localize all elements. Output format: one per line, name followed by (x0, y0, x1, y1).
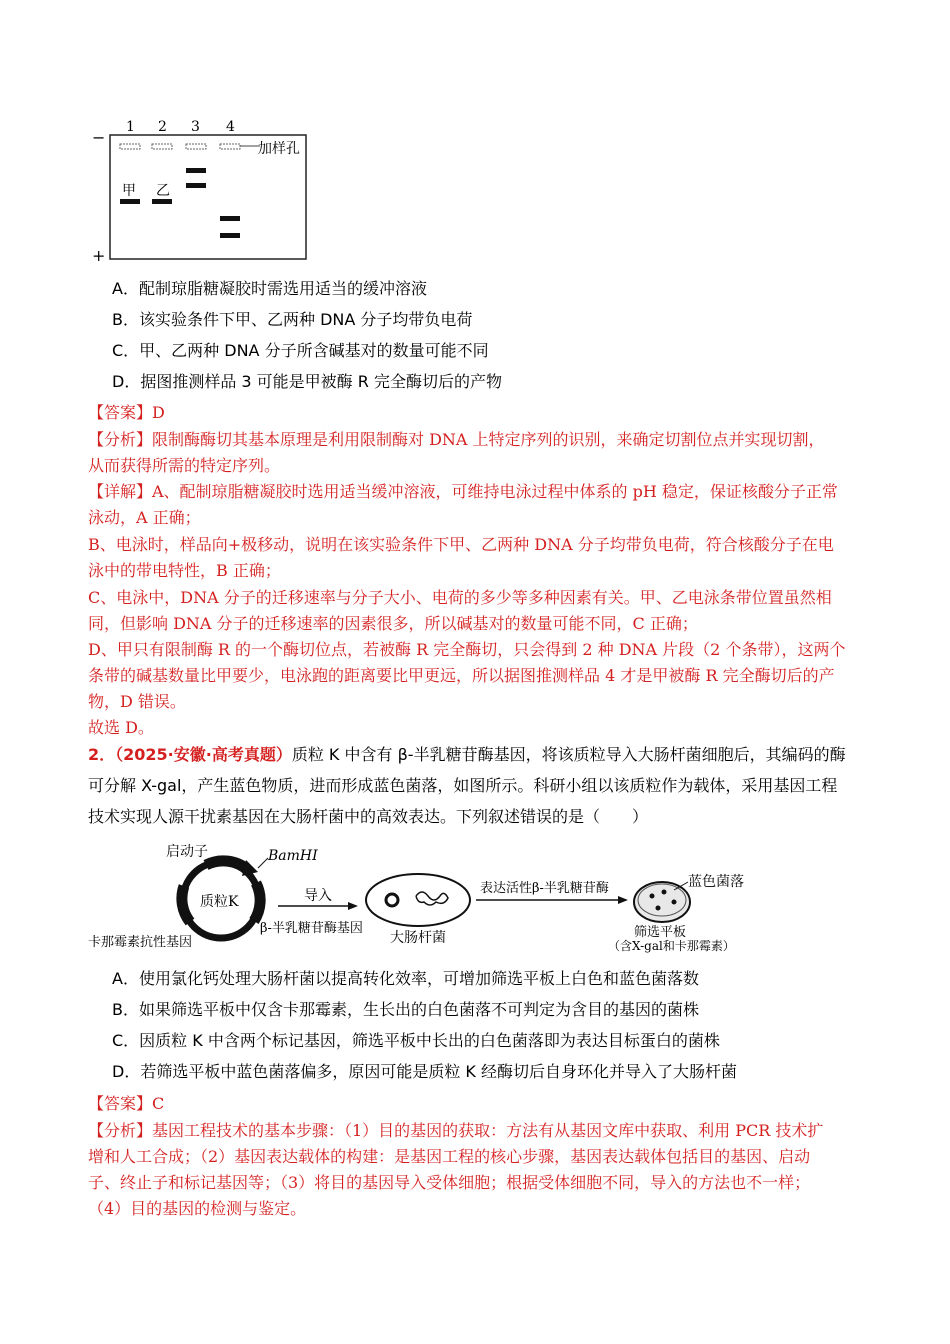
q2-number: 2． (88, 745, 116, 764)
band-lane-4-lower (220, 233, 240, 238)
band-label-yi: 乙 (156, 183, 170, 199)
colony-dot (662, 890, 667, 895)
well-3 (186, 144, 206, 149)
band-label-jia: 甲 (122, 183, 136, 199)
chromosome-icon (416, 892, 448, 905)
plasmid-in-cell-icon (386, 894, 398, 906)
import-label: 导入 (304, 888, 332, 904)
gel-minus-sign: − (92, 128, 106, 147)
colony-dot (672, 900, 677, 905)
q2-option-c: C．因质粒 K 中含两个标记基因，筛选平板中长出的白色菌落即为表达目标蛋白的菌株 (112, 1031, 720, 1050)
q1-detail-line-8: 条带的碱基数量比甲要少，电泳跑的距离要比甲更远，所以据图推测样品 4 才是甲被酶 R 完全酶切后的产 (88, 666, 835, 685)
kan-segment (182, 886, 190, 922)
q1-detail-line-4: 泳中的带电特性，B 正确； (88, 561, 281, 580)
band-lane-1 (120, 199, 140, 204)
well-1 (120, 144, 140, 149)
q2-answer: 【答案】C (88, 1094, 165, 1113)
express-arrow-icon (618, 896, 628, 904)
band-lane-2 (152, 199, 172, 204)
q1-detail-line-7: D、甲只有限制酶 R 的一个酶切位点，若被酶 R 完全酶切，只会得到 2 种 DNA 片段（2 个条带），这两个 (88, 640, 846, 659)
colony-dot (650, 894, 655, 899)
bamhi-pointer (258, 858, 268, 868)
lacz-segment (254, 883, 260, 921)
well-2 (152, 144, 172, 149)
q2-option-a: A．使用氯化钙处理大肠杆菌以提高转化效率，可增加筛选平板上白色和蓝色菌落数 (112, 969, 699, 988)
q1-conclusion: 故选 D。 (88, 718, 154, 737)
q1-option-c: C．甲、乙两种 DNA 分子所含碱基对的数量可能不同 (112, 341, 489, 360)
plate-label: 筛选平板 (634, 925, 687, 940)
q2-analysis-line-3: 子、终止子和标记基因等；（3）将目的基因导入受体细胞；根据受体细胞不同，导入的方法也不一样； (88, 1173, 811, 1192)
q1-detail-line-1: 【详解】A、配制琼脂糖凝胶时选用适当缓冲溶液，可维持电泳过程中体系的 pH 稳定，保证核酸分子正常 (88, 482, 838, 501)
q2-analysis-line-4: （4）目的基因的检测与鉴定。 (88, 1199, 307, 1218)
blue-colony-label: 蓝色菌落 (688, 874, 744, 890)
band-lane-3-lower (186, 183, 206, 188)
import-arrow-icon (348, 902, 358, 910)
q2-stem-line-2: 可分解 X-gal，产生蓝色物质，进而形成蓝色菌落，如图所示。科研小组以该质粒作为载体，采用基因工程 (88, 776, 838, 795)
q1-option-d: D．据图推测样品 3 可能是甲被酶 R 完全酶切后的产物 (112, 372, 502, 391)
band-lane-3-upper (186, 168, 206, 173)
well-label: 加样孔 (258, 141, 300, 157)
lane-label-2: 2 (158, 119, 167, 135)
bamhi-label: BamHⅠ (268, 848, 318, 864)
q2-stem-text-1: 质粒 K 中含有 β-半乳糖苷酶基因，将该质粒导入大肠杆菌细胞后，其编码的酶 (291, 745, 846, 764)
lane-label-1: 1 (126, 119, 135, 135)
q1-option-b: B．该实验条件下甲、乙两种 DNA 分子均带负电荷 (112, 310, 473, 329)
q2-stem-line-3: 技术实现人源干扰素基因在大肠杆菌中的高效表达。下列叙述错误的是（ ） (88, 807, 649, 826)
lacz-gene-label: β-半乳糖苷酶基因 (260, 921, 363, 936)
express-label: 表达活性β-半乳糖苷酶 (480, 881, 609, 896)
kan-gene-label: 卡那霉素抗性基因 (88, 935, 193, 950)
q1-analysis-line-1: 【分析】限制酶酶切其基本原理是利用限制酶对 DNA 上特定序列的识别，来确定切割位点并实现切割， (88, 430, 825, 449)
lane-label-3: 3 (191, 119, 200, 135)
q1-detail-line-3: B、电泳时，样品向+极移动，说明在该实验条件下甲、乙两种 DNA 分子均带负电荷，符合核酸分子在电 (88, 535, 834, 554)
q1-detail-line-9: 物，D 错误。 (88, 692, 186, 711)
gel-plus-sign: + (92, 246, 106, 265)
q2-source: （2025·安徽·高考真题） (115, 745, 292, 764)
q2-analysis-line-1: 【分析】基因工程技术的基本步骤：（1）目的基因的获取：方法有从基因文库中获取、利用 PCR 技术扩 (88, 1121, 824, 1140)
gel-electrophoresis-figure (88, 115, 318, 265)
band-lane-4-upper (220, 216, 240, 221)
ecoli-label: 大肠杆菌 (390, 930, 446, 946)
q1-option-a: A．配制琼脂糖凝胶时需选用适当的缓冲溶液 (112, 279, 427, 298)
colony-dot (656, 906, 661, 911)
well-4 (220, 144, 240, 149)
promoter-segment (206, 861, 248, 870)
q1-detail-line-6: 同，但影响 DNA 分子的迁移速率的因素很多，所以碱基对的数量可能不同，C 正确； (88, 614, 698, 633)
promoter-label: 启动子 (166, 844, 208, 860)
q1-analysis-line-2: 从而获得所需的特定序列。 (88, 456, 281, 475)
q1-detail-line-2: 泳动，A 正确； (88, 508, 201, 527)
plasmid-transformation-figure (88, 838, 778, 954)
q2-stem-line-1 (88, 742, 846, 768)
q2-option-b: B．如果筛选平板中仅含卡那霉素，生长出的白色菌落不可判定为含目的基因的菌株 (112, 1000, 699, 1019)
lane-label-4: 4 (226, 119, 235, 135)
q2-analysis-line-2: 增和人工合成；（2）基因表达载体的构建：是基因工程的核心步骤，基因表达载体包括目的基因、启动 (88, 1147, 811, 1166)
q1-answer: 【答案】D (88, 403, 165, 422)
q2-option-d: D．若筛选平板中蓝色菌落偏多，原因可能是质粒 K 经酶切后自身环化并导入了大肠杆菌 (112, 1062, 737, 1081)
plasmid-label: 质粒K (200, 894, 239, 910)
plate-note: （含X-gal和卡那霉素） (608, 939, 735, 953)
q1-detail-line-5: C、电泳中，DNA 分子的迁移速率与分子大小、电荷的多少等多种因素有关。甲、乙电泳条带位置虽然相 (88, 588, 832, 607)
